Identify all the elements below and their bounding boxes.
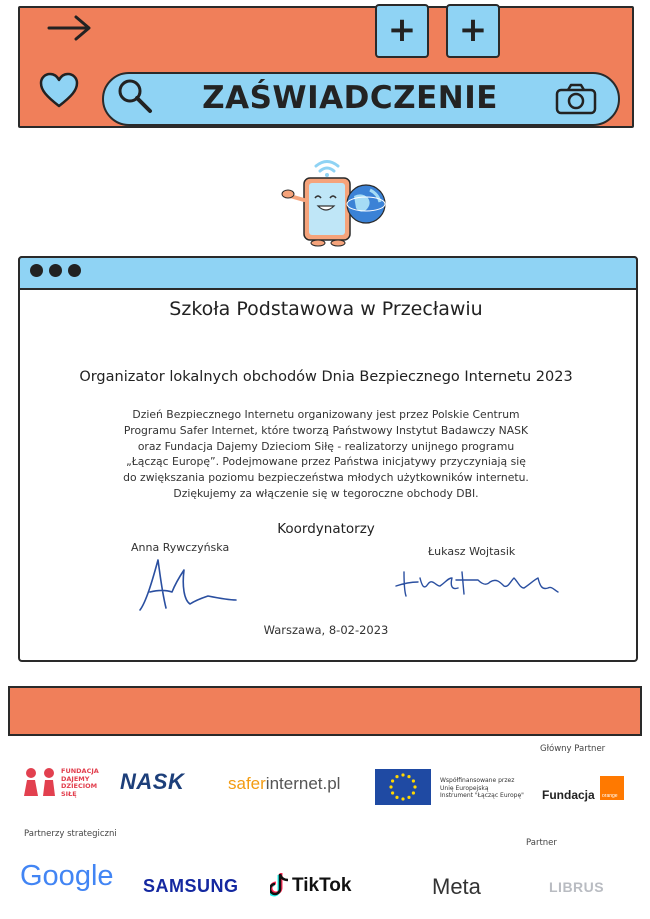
google-logo: Google [20,860,114,892]
camera-icon [554,82,598,116]
body-line: oraz Fundacja Dajemy Dzieciom Siłę - realizatorzy unijnego programu [137,439,515,453]
coordinators-label: Koordynatorzy [277,521,375,537]
plus-button-2 [446,4,500,58]
main-partner-label: Główny Partner [540,744,606,754]
window-dot-1 [30,264,43,277]
body-line: do zwiększania poziomu bezpieczeństwa młodych użytkowników internetu. [123,471,529,485]
fdds-children-logo-icon [20,766,60,798]
body-line: Programu Safer Internet, które tworzą Państwowy Instytut Badawczy NASK [123,423,529,437]
signature-1 [132,552,242,616]
eu-cofinancing-text: Współfinansowane przez Unię Europejską Instrument "Łącząc Europę" [440,777,524,799]
certificate-body [100,407,552,502]
body-line: Dziękujemy za włączenie się w tegoroczne obchody DBI. [173,486,479,500]
page-title: ZAŚWIADCZENIE [202,80,498,116]
fundacja-orange-text: Fundacja [542,788,595,802]
window-dot-3 [68,264,81,277]
body-line: „Łącząc Europę”. Podejmowane przez Państwa inicjatywy przyczyniają się [126,455,526,469]
window-dot-2 [49,264,62,277]
window-title-bar [18,256,638,290]
plus-icon: + [458,9,488,50]
place-and-date: Warszawa, 8-02-2023 [263,623,389,637]
fdds-logo-text: FUNDACJA DAJEMY DZIECIOM SIŁĘ [61,767,99,798]
plus-icon: + [387,9,417,50]
arrow-right-icon [46,14,94,42]
search-icon [114,76,156,116]
plus-button-1 [375,4,429,58]
body-line: Dzień Bezpiecznego Internetu organizowany jest przez Polskie Centrum [132,408,520,421]
samsung-logo: SAMSUNG [143,876,239,896]
partner-label: Partner [526,838,557,848]
school-name: Szkoła Podstawowa w Przecławiu [169,298,483,320]
footer-banner [8,686,642,736]
eu-flag-icon [375,769,431,805]
strategic-partners-label: Partnerzy strategiczni [24,829,117,839]
librus-logo: LIBRUS [549,879,605,895]
organizer-subtitle: Organizator lokalnych obchodów Dnia Bezpiecznego Internetu 2023 [79,369,573,385]
meta-logo: Meta [432,874,481,899]
heart-icon [38,72,80,110]
coordinator-name-2: Łukasz Wojtasik [428,545,516,558]
phone-mascot-illustration [276,152,390,248]
tiktok-logo: TikTok [292,875,352,896]
orange-logo: orange [600,776,624,800]
nask-logo: NASK [120,769,185,794]
saferinternet-logo: saferinternet.pl [228,774,341,793]
tiktok-note-icon [270,872,290,898]
coordinator-name-1: Anna Rywczyńska [131,541,230,554]
signature-2 [392,564,562,604]
